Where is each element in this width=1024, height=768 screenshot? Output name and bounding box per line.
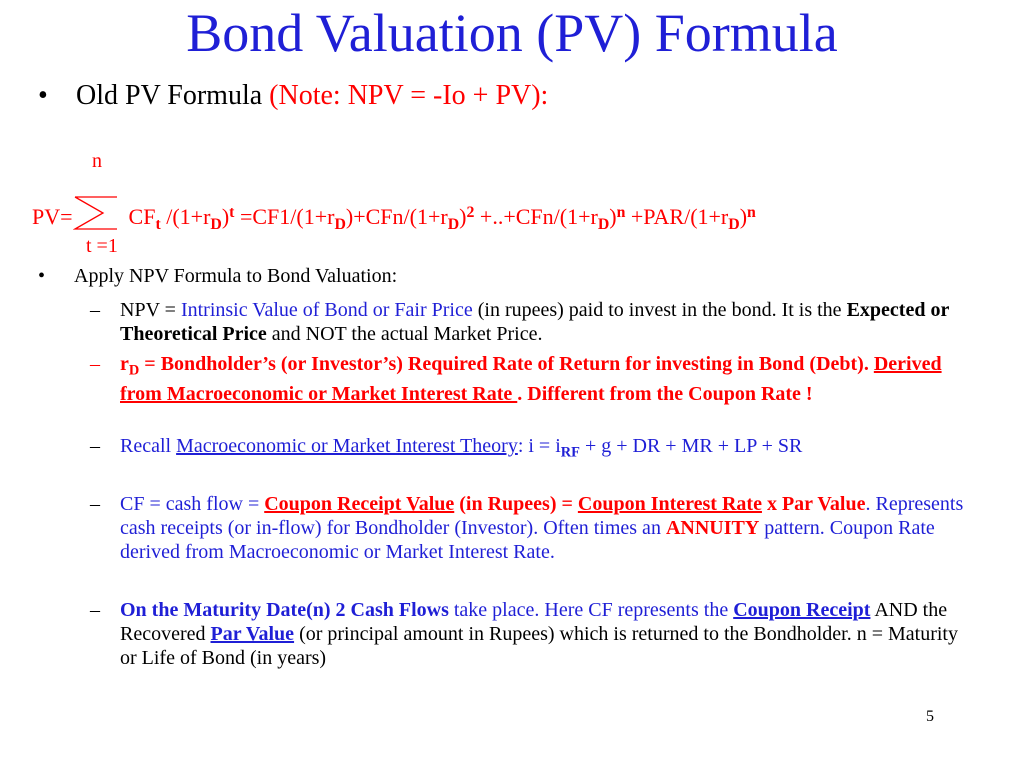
bullet-note: (Note: NPV = -Io + PV): <box>269 80 549 111</box>
pv-label: PV= <box>32 204 73 229</box>
sum-lower-limit: t =1 <box>86 235 118 257</box>
maturity-text: On the Maturity Date(n) 2 Cash Flows take place. Here CF represents the Coupon Receipt AND the Recovered Par Value (or principal amount in Rupees) which is returned to the Bondholder. n = Maturity or Life of Bond (in years) <box>120 599 958 669</box>
pv-formula: $PV= CF_t$ $/(1+r_D)^t =CF1/(1+r_D)+CFn/(1+r_D)^2 +..+CFn/(1+r_D)^n +PAR/(1+r_D)^n$ <box>32 193 756 234</box>
cf-term: CF <box>128 204 156 229</box>
bullet-old-pv-formula <box>76 80 548 112</box>
rd-text: $r_D$ = Bondholder’s (or Investor’s) Required Rate of Return for investing in Bond (Debt). Derived from Macroeconomic or Market Interest Rate . Different from the Coupon Rate ! <box>120 353 942 406</box>
recall-text: Recall Macroeconomic or Market Interest Theory: $i = i_{RF} + g$ + DR + MR + LP + SR <box>120 435 803 461</box>
dash-marker: – <box>90 493 100 515</box>
page-number: 5 <box>926 708 934 725</box>
sigma-icon <box>73 193 125 233</box>
bullet-apply-npv: Apply NPV Formula to Bond Valuation: <box>74 265 398 287</box>
cf-text: CF = cash flow = Coupon Receipt Value (in Rupees) = Coupon Interest Rate x Par Value. Represents cash receipts (or in-flow) for Bondholder (Investor). Often times an ANNUITY pattern. Coupon Rate derived from Macroeconomic or Market Interest Rate. <box>120 493 964 563</box>
dash-marker: – <box>90 353 100 375</box>
dash-marker: – <box>90 435 100 457</box>
dash-marker: – <box>90 599 100 621</box>
bullet-marker: • <box>38 80 48 111</box>
bullet-marker: • <box>38 265 46 287</box>
sum-upper-limit: n <box>92 150 102 172</box>
npv-text: NPV = Intrinsic Value of Bond or Fair Price (in rupees) paid to invest in the bond. It is the Expected or Theoretical Price and NOT the actual Market Price. <box>120 299 949 345</box>
bullet-text: Old PV Formula <box>76 80 263 111</box>
slide-title: Bond Valuation (PV) Formula <box>186 3 838 63</box>
dash-marker: – <box>90 299 100 321</box>
